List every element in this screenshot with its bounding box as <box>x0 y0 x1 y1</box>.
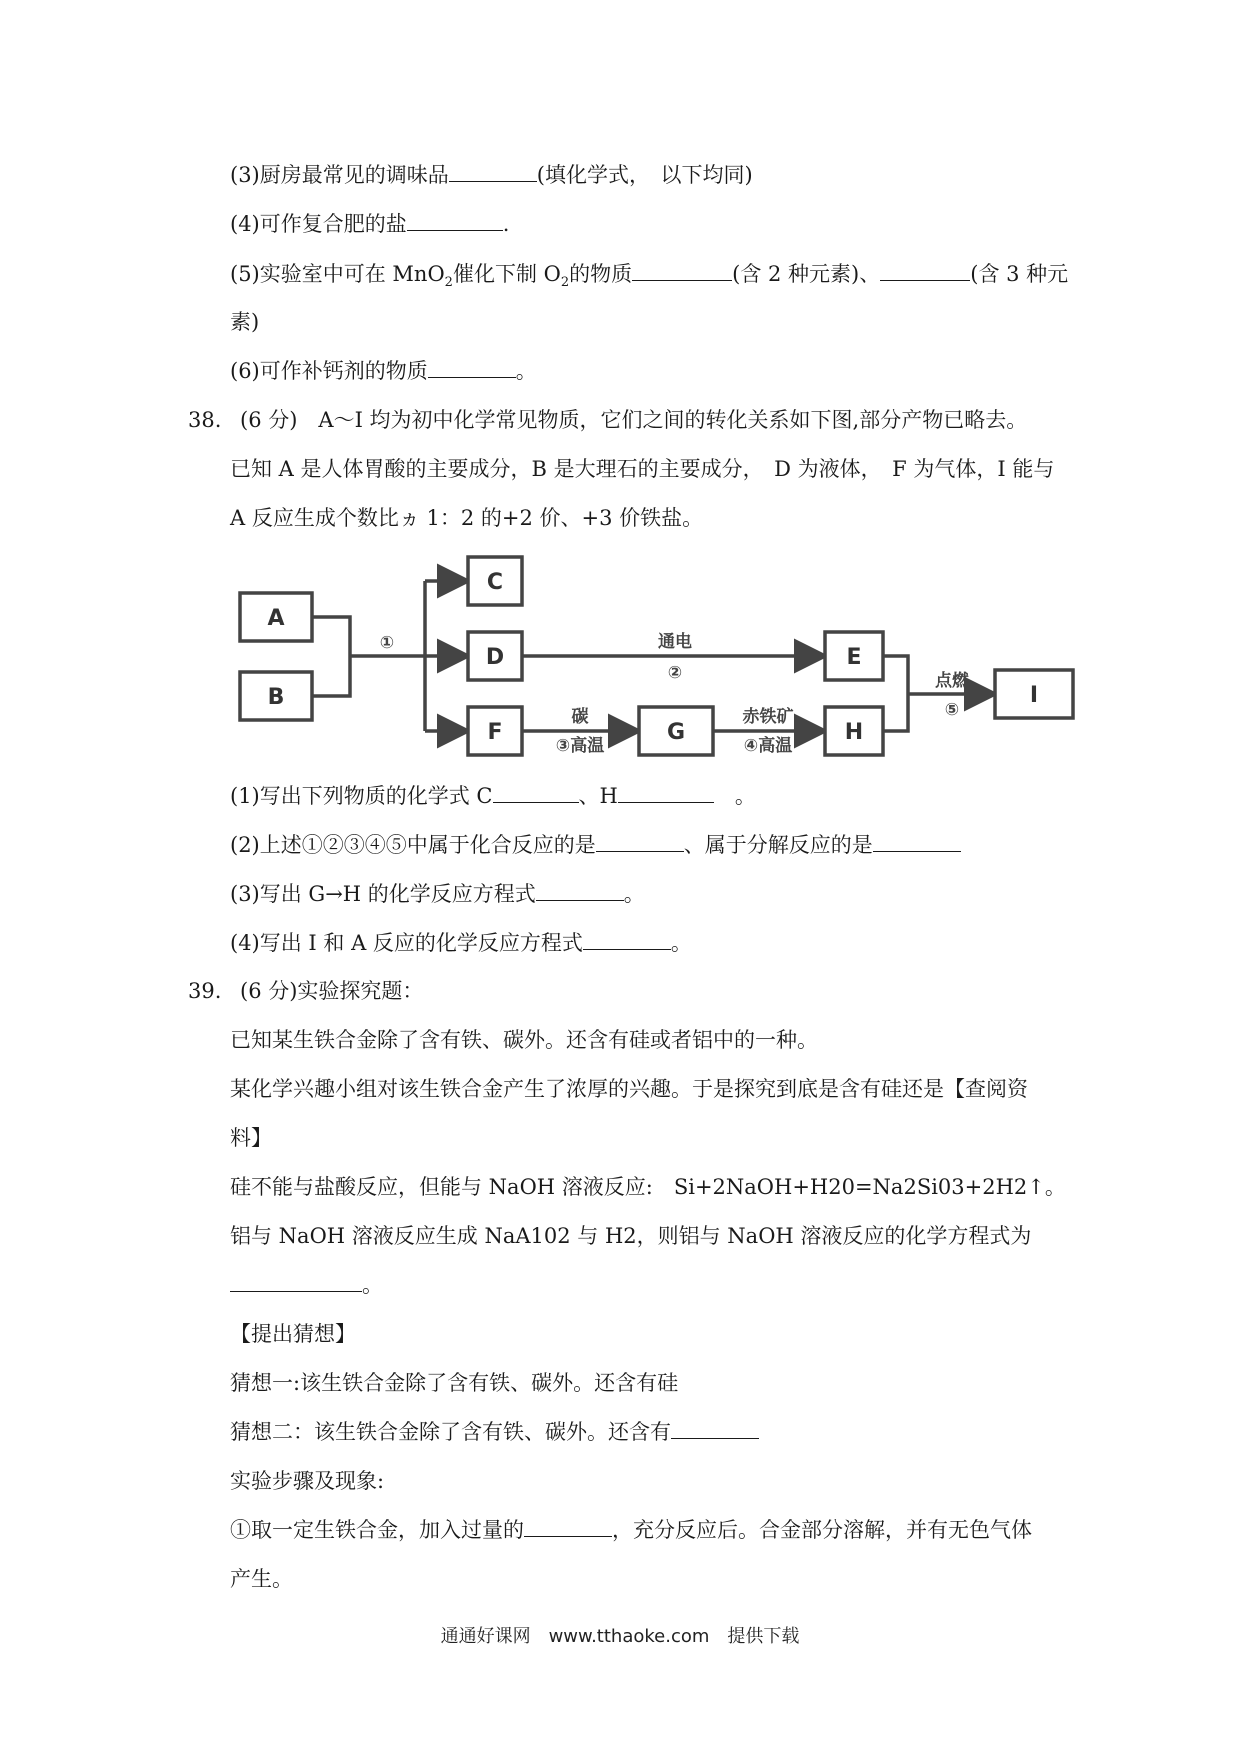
q38-intro-line-3: A 反应生成个数比ヵ 1：2 的+2 价、+3 价铁盐。 <box>230 506 704 530</box>
q6-text-suffix: 。 <box>515 359 537 383</box>
reaction-4-label: ④高温 <box>743 736 793 756</box>
q5-subscript-2: 2 <box>560 275 570 291</box>
q5-blank-2 <box>880 260 970 281</box>
q38-intro-line-1: (6 分) A～I 均为初中化学常见物质，它们之间的转化关系如下图,部分产物已略去。 <box>240 408 1028 432</box>
conversion-diagram <box>230 548 1090 758</box>
q3-text: (3)厨房最常见的调味品 <box>230 163 449 187</box>
node-G-label: G <box>666 720 686 745</box>
q39-line-2: 某化学兴趣小组对该生铁合金产生了浓厚的兴趣。于是探究到底是含有硅还是【查阅资 <box>230 1077 1028 1101</box>
q5-text-e: (含 3 种元 <box>970 262 1069 286</box>
q39-line-5: 铝与 NaOH 溶液反应生成 NaA102 与 H2，则铝与 NaOH 溶液反应的化学方程式为 <box>230 1224 1032 1248</box>
q38-sub-3 <box>230 880 645 908</box>
q39-line-4: 硅不能与盐酸反应，但能与 NaOH 溶液反应: Si+2NaOH+H20=Na2Si03+2H2↑。 <box>230 1175 1066 1199</box>
q5-continuation: 素) <box>230 310 260 334</box>
q38-sub-4 <box>230 929 692 957</box>
q38-sub-2 <box>230 831 961 859</box>
q39-hypothesis-1: 猜想一:该生铁合金除了含有铁、碳外。还含有硅 <box>230 1371 679 1395</box>
reaction-1-label: ① <box>379 633 395 653</box>
merge-bracket-EH <box>883 656 908 731</box>
q39-line-6-text: 。 <box>362 1273 383 1297</box>
q5-text-d: (含 2 种元素)、 <box>732 262 881 286</box>
q38-s2-text: (2)上述①②③④⑤中属于化合反应的是 <box>230 833 596 857</box>
q5-text-c: 的物质 <box>569 262 633 286</box>
node-B-label: B <box>267 685 285 710</box>
q38-s2-text-b: 、属于分解反应的是 <box>683 833 873 857</box>
q38-s1-text-b: 、H <box>578 784 618 808</box>
q6-blank <box>428 357 516 378</box>
q38-s4-blank <box>583 929 671 950</box>
q5-subscript-1: 2 <box>444 275 453 291</box>
q39-step-1-continuation: 产生。 <box>230 1567 293 1591</box>
reaction-4-condition: 赤铁矿 <box>742 707 794 727</box>
q38-s2-blank-1 <box>596 831 684 852</box>
q4-text: (4)可作复合肥的盐 <box>230 212 407 236</box>
reaction-5-condition: 点燃 <box>935 671 969 691</box>
q38-intro-line-2: 已知 A 是人体胃酸的主要成分，B 是大理石的主要成分， D 为液体， F 为气体，I 能与 <box>230 457 1055 481</box>
q39-step-1-text: ①取一定生铁合金，加入过量的 <box>230 1518 524 1542</box>
node-F-label: F <box>487 720 503 745</box>
node-E-label: E <box>846 645 862 670</box>
q5-blank-1 <box>632 260 732 281</box>
q5-text-b: 催化下制 O <box>452 262 561 286</box>
q38-sub-1 <box>230 782 756 810</box>
question-39-number: 39. <box>188 979 222 1003</box>
q38-s1-text: (1)写出下列物质的化学式 C <box>230 784 493 808</box>
node-D-label: D <box>485 645 505 670</box>
page-footer: 通通好课网 www.tthaoke.com 提供下载 <box>440 1626 800 1647</box>
q3-text-suffix: (填化学式， 以下均同) <box>536 163 753 187</box>
q39-line-6 <box>230 1271 383 1299</box>
q38-s1-text-c: 。 <box>734 784 756 808</box>
q39-step-1 <box>230 1516 1032 1544</box>
question-5-line <box>230 260 1068 297</box>
reaction-2-condition: 通电 <box>658 632 692 652</box>
q39-intro: (6 分)实验探究题： <box>240 979 424 1003</box>
q4-text-suffix: . <box>502 212 510 236</box>
q39-hypothesis-heading: 【提出猜想】 <box>230 1322 356 1346</box>
q39-hypothesis-2-blank <box>671 1418 759 1439</box>
q39-step-1-text-b: ，充分反应后。合金部分溶解，并有无色气体 <box>612 1518 1032 1542</box>
q38-s2-blank-2 <box>873 831 961 852</box>
q38-s4-text: (4)写出 I 和 A 反应的化学反应方程式 <box>230 931 583 955</box>
node-C-label: C <box>486 570 504 595</box>
q38-s3-text: (3)写出 G→H 的化学反应方程式 <box>230 882 536 906</box>
q39-line-3: 料】 <box>230 1126 272 1150</box>
question-4-line <box>230 210 509 238</box>
q38-s4-text-b: 。 <box>670 931 692 955</box>
q38-s3-text-b: 。 <box>623 882 645 906</box>
q5-text-a: (5)实验室中可在 MnO <box>230 262 445 286</box>
node-I-label: I <box>1029 683 1039 708</box>
q39-line-1: 已知某生铁合金除了含有铁、碳外。还含有硅或者铝中的一种。 <box>230 1028 818 1052</box>
q39-step-1-blank <box>524 1516 612 1537</box>
question-38-number: 38. <box>188 408 222 432</box>
q4-blank <box>407 210 503 231</box>
q38-s3-blank <box>536 880 624 901</box>
reaction-3-condition: 碳 <box>571 707 589 727</box>
question-3-line <box>230 161 753 189</box>
reaction-5-label: ⑤ <box>944 700 960 720</box>
node-A-label: A <box>267 606 285 631</box>
q39-hypothesis-2-text: 猜想二：该生铁合金除了含有铁、碳外。还含有 <box>230 1420 671 1444</box>
q38-s1-blank-H <box>618 782 714 803</box>
reaction-3-label: ③高温 <box>555 736 605 756</box>
reaction-2-label: ② <box>667 663 683 683</box>
q38-s1-blank-C <box>493 782 579 803</box>
q39-steps-heading: 实验步骤及现象: <box>230 1469 385 1493</box>
question-6-line <box>230 357 537 385</box>
q39-equation-blank <box>230 1271 362 1292</box>
q6-text: (6)可作补钙剂的物质 <box>230 359 428 383</box>
node-H-label: H <box>844 720 864 745</box>
q3-blank <box>449 161 537 182</box>
q39-hypothesis-2 <box>230 1418 759 1446</box>
merge-bracket <box>312 617 350 696</box>
